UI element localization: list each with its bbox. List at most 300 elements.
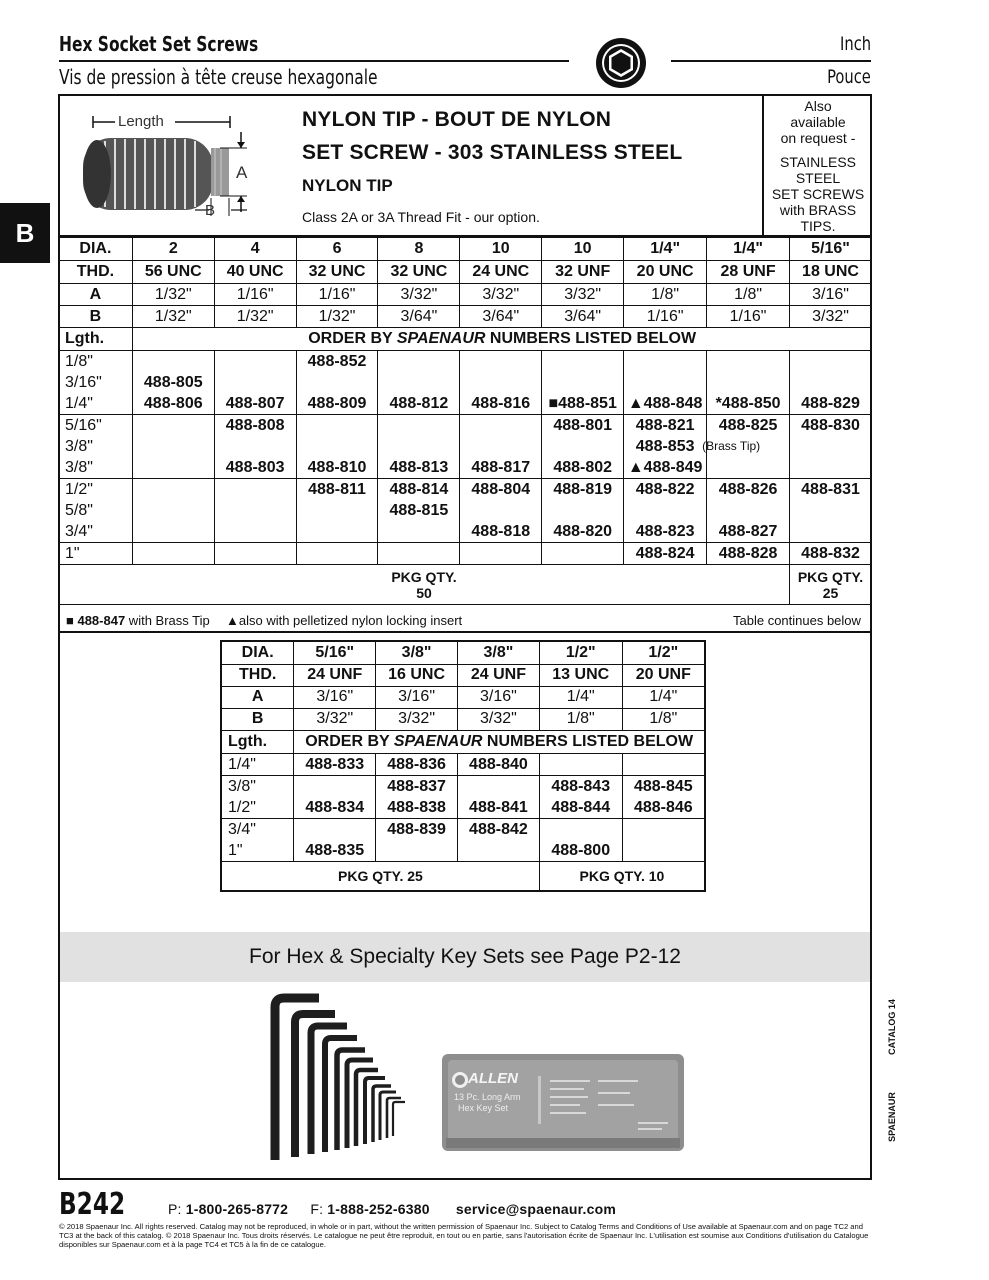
part-number-cell	[214, 415, 296, 479]
legal-notice: © 2018 Spaenaur Inc. All rights reserved. Catalog may not be reproduced, in whole or in part, without the written permission of Spaenaur Inc. Subject to Catalog Terms and Conditions of Use available at Spaenaur.com and on page TC2 and TC3 at the back of this catalog. © 2018 Spaenaur Inc. Tous droits réservés. Le catalogue ne peut être reproduit, en tout ou en partie, sans l'autorisation écrite de Spaenaur Inc. L'utilisation est soumise aux Conditions d'utilisation du Catalogue disponibles sur Spaenaur.com et à la page TC4 et TC5 à la fin de ce catalogue.	[59, 1222, 869, 1249]
length-cell	[59, 479, 133, 543]
part-number	[625, 819, 702, 840]
dim-a-cell: 3/16"	[294, 686, 376, 708]
part-number-cell	[296, 351, 378, 415]
dim-a-cell: 3/16"	[458, 686, 540, 708]
thread-cell: 20 UNC	[624, 261, 707, 284]
side-brand-label: SPAENAUR	[887, 1092, 897, 1142]
footnote-pelletized: ▲also with pelletized nylon locking insert	[226, 613, 463, 628]
hex-socket-icon	[592, 36, 650, 90]
part-number[interactable]: ▲488-849	[627, 459, 703, 476]
part-number	[299, 372, 376, 393]
part-number-cell	[378, 351, 460, 415]
part-number	[217, 351, 294, 372]
also-available-line: TIPS.	[800, 218, 836, 234]
part-number-cell	[458, 775, 540, 818]
part-number	[460, 840, 537, 861]
part-number[interactable]: 488-836	[387, 755, 446, 773]
fax-number: 1-888-252-6380	[327, 1201, 430, 1217]
phone-number[interactable]: 1-800-265-8772	[185, 1201, 289, 1217]
part-number	[299, 500, 376, 521]
length-value: 5/8"	[65, 502, 93, 519]
part-number[interactable]: 488-823	[635, 523, 695, 540]
dim-b-label: B	[59, 306, 133, 328]
part-number	[542, 754, 620, 775]
part-number	[296, 776, 373, 797]
part-number[interactable]: 488-833	[305, 755, 365, 773]
length-group-row	[221, 775, 705, 818]
part-number-cell	[460, 351, 542, 415]
hex-keys-illustration	[255, 992, 410, 1170]
case-label-line1: 13 Pc. Long Arm	[454, 1092, 521, 1102]
part-number-cell	[376, 775, 458, 818]
part-number	[299, 543, 376, 564]
part-number[interactable]: 488-852	[307, 353, 367, 370]
thread-cell: 32 UNF	[542, 261, 624, 284]
part-number-cell	[458, 818, 540, 861]
part-number-cell	[378, 543, 460, 565]
part-number-cell	[214, 543, 296, 565]
part-number-cell	[624, 479, 707, 543]
part-number[interactable]: 488-800	[551, 841, 611, 859]
part-number[interactable]: 488-816	[471, 395, 531, 412]
part-number[interactable]: 488-829	[801, 395, 860, 412]
part-number[interactable]: 488-830	[801, 417, 860, 434]
length-value: 1/2"	[65, 481, 93, 498]
page-subtitle: Vis de pression à tête creuse hexagonale	[59, 65, 378, 89]
part-number	[792, 457, 869, 478]
part-number[interactable]: 488-821	[635, 417, 695, 434]
part-number-cell	[378, 415, 460, 479]
part-number-cell	[214, 351, 296, 415]
also-available-line	[764, 146, 872, 154]
side-catalog-label: CATALOG 14	[887, 999, 897, 1055]
length-value: 1"	[228, 841, 243, 859]
length-value: 3/4"	[228, 820, 256, 838]
page-number: B242	[59, 1187, 126, 1222]
dim-b-cell: 3/64"	[460, 306, 542, 328]
order-header-row	[59, 328, 872, 351]
order-by-post: NUMBERS LISTED BELOW	[485, 330, 697, 347]
pkg-qty-row	[59, 565, 872, 605]
dia-cell: 5/16"	[790, 238, 872, 261]
part-number-cell	[790, 543, 872, 565]
part-number[interactable]: ■488-851	[548, 395, 617, 412]
part-number[interactable]: 488-808	[225, 417, 285, 434]
length-group-row	[59, 351, 872, 415]
part-number-cell	[294, 818, 376, 861]
part-number[interactable]: 488-834	[305, 798, 365, 816]
part-number[interactable]: 488-803	[225, 459, 285, 476]
part-number	[217, 479, 294, 500]
part-number[interactable]: 488-842	[469, 820, 528, 838]
part-number[interactable]: 488-818	[471, 523, 531, 540]
length-value: 3/16"	[65, 374, 102, 391]
part-number	[792, 436, 869, 457]
dia-cell: 1/4"	[707, 238, 790, 261]
part-number-cell	[622, 818, 705, 861]
part-number	[625, 840, 702, 861]
dia-label: DIA.	[221, 641, 294, 664]
part-number[interactable]: 488-832	[801, 545, 860, 562]
part-number[interactable]: 488-822	[635, 481, 695, 498]
hex-key-shape	[311, 1026, 347, 1154]
dim-b-cell: 3/64"	[378, 306, 460, 328]
part-number[interactable]: 488-820	[553, 523, 613, 540]
pkg-qty-right-value: 25	[822, 584, 839, 601]
part-number[interactable]: ▲488-848	[627, 395, 703, 412]
part-number-cell	[622, 753, 705, 775]
part-number	[792, 500, 869, 521]
dim-b-cell: 1/32"	[296, 306, 378, 328]
part-number-cell	[707, 351, 790, 415]
dim-a-cell: 1/16"	[296, 284, 378, 306]
dim-b-cell: 3/32"	[294, 708, 376, 730]
dim-b-cell: 3/32"	[376, 708, 458, 730]
part-number-cell	[296, 479, 378, 543]
dia-label: DIA.	[59, 238, 133, 261]
part-number	[380, 415, 457, 436]
unit-label-fr: Pouce	[827, 66, 871, 88]
part-number	[135, 436, 212, 457]
length-header: Lgth.	[221, 730, 294, 753]
part-number-cell	[460, 543, 542, 565]
thread-cell: 18 UNC	[790, 261, 872, 284]
part-number[interactable]: 488-801	[553, 417, 613, 434]
part-number-cell	[542, 543, 624, 565]
dim-a-cell: 3/16"	[376, 686, 458, 708]
part-number	[709, 457, 787, 478]
part-number[interactable]: 488-819	[553, 481, 613, 498]
part-number	[792, 372, 869, 393]
part-number[interactable]: 488-838	[387, 798, 446, 816]
dia-row	[59, 238, 872, 261]
part-number	[380, 521, 457, 542]
part-number	[135, 457, 212, 478]
dim-b-label: B	[221, 708, 294, 730]
part-number-cell	[542, 415, 624, 479]
part-number	[380, 351, 457, 372]
part-number	[462, 543, 539, 564]
dim-a-cell: 3/16"	[790, 284, 872, 306]
part-number[interactable]: 488-811	[308, 481, 366, 498]
part-number	[709, 500, 787, 521]
dia-cell: 8	[378, 238, 460, 261]
dim-b-cell: 3/32"	[458, 708, 540, 730]
part-number-cell	[132, 543, 214, 565]
pkg-qty-left-value: 50	[416, 584, 432, 601]
dia-cell: 2	[132, 238, 214, 261]
dim-b-cell: 3/32"	[790, 306, 872, 328]
part-number	[299, 415, 376, 436]
part-number	[462, 500, 539, 521]
length-group-row	[221, 753, 705, 775]
part-number	[792, 351, 869, 372]
part-number	[296, 819, 373, 840]
part-number[interactable]: 488-812	[389, 395, 449, 412]
part-number-cell	[132, 415, 214, 479]
part-number[interactable]: 488-844	[551, 798, 611, 816]
part-number[interactable]: 488-837	[387, 777, 446, 795]
length-value: 3/8"	[65, 438, 93, 455]
thread-cell: 13 UNC	[539, 664, 622, 686]
thread-cell: 24 UNC	[460, 261, 542, 284]
part-number	[217, 372, 294, 393]
part-number-cell	[214, 479, 296, 543]
part-number[interactable]: 488-853	[635, 438, 695, 455]
dim-a-cell: 3/32"	[378, 284, 460, 306]
part-number	[217, 500, 294, 521]
pkg-qty-left-label: PKG QTY.	[391, 568, 457, 585]
part-number	[625, 754, 702, 775]
length-group-row	[59, 415, 872, 479]
part-number	[626, 351, 704, 372]
dim-a-cell: 3/32"	[542, 284, 624, 306]
part-number	[299, 436, 376, 457]
part-number[interactable]: 488-827	[718, 523, 778, 540]
also-available-line: with BRASS	[779, 202, 857, 218]
dim-b-cell: 1/16"	[707, 306, 790, 328]
order-by-pre: ORDER BY	[308, 330, 397, 347]
part-number-cell	[296, 543, 378, 565]
footnote-brass-code: ■ 488-847	[66, 613, 126, 628]
part-number	[542, 819, 620, 840]
order-by-pre: ORDER BY	[305, 732, 394, 750]
part-number[interactable]: 488-807	[225, 395, 285, 412]
part-number	[217, 543, 294, 564]
dia-cell: 1/2"	[622, 641, 705, 664]
part-number[interactable]: 488-845	[633, 777, 693, 795]
dim-a-row	[59, 284, 872, 306]
part-number-cell	[790, 479, 872, 543]
part-number-cell	[539, 775, 622, 818]
part-number	[135, 479, 212, 500]
part-number-cell	[542, 479, 624, 543]
case-label-line2: Hex Key Set	[458, 1103, 509, 1113]
part-number	[135, 500, 212, 521]
part-number	[299, 521, 376, 542]
part-number	[462, 372, 539, 393]
part-number	[544, 543, 621, 564]
part-number-cell	[460, 415, 542, 479]
thread-cell: 32 UNC	[296, 261, 378, 284]
length-value: 5/16"	[65, 417, 102, 434]
dia-cell: 3/8"	[458, 641, 540, 664]
part-number	[462, 415, 539, 436]
part-number	[462, 436, 539, 457]
thread-row	[221, 664, 705, 686]
dim-b-cell: 1/8"	[539, 708, 622, 730]
part-number[interactable]: 488-809	[307, 395, 367, 412]
part-number	[709, 372, 787, 393]
part-number[interactable]: 488-815	[389, 502, 449, 519]
part-number[interactable]: 488-828	[718, 545, 778, 562]
order-by-label	[294, 730, 705, 753]
part-number	[460, 776, 537, 797]
part-number[interactable]: 488-814	[389, 481, 449, 498]
part-number[interactable]: 488-843	[551, 777, 611, 795]
dia-cell: 6	[296, 238, 378, 261]
section-tab: B	[0, 203, 50, 263]
part-number-cell	[376, 818, 458, 861]
also-available-line: STAINLESS	[780, 154, 856, 170]
part-number	[380, 543, 457, 564]
header-rule-left	[59, 60, 569, 62]
hex-key-shape	[393, 1102, 405, 1136]
part-number[interactable]: 488-840	[469, 755, 528, 773]
dim-a-cell: 1/4"	[622, 686, 705, 708]
part-number-cell	[790, 351, 872, 415]
order-by-post: NUMBERS LISTED BELOW	[482, 732, 694, 750]
part-number-cell	[624, 351, 707, 415]
length-value: 1/8"	[65, 353, 93, 370]
order-by-brand: SPAENAUR	[396, 330, 486, 347]
length-value: 3/8"	[65, 459, 93, 476]
part-number	[135, 351, 212, 372]
thread-row	[59, 261, 872, 284]
part-number[interactable]: 488-805	[143, 374, 203, 391]
footnote-brass-tip	[66, 613, 210, 628]
dim-a-label: A	[59, 284, 133, 306]
length-group-row	[59, 479, 872, 543]
part-number-cell	[624, 543, 707, 565]
also-available-line: Also	[804, 98, 832, 114]
product-title-line2: SET SCREW - 303 STAINLESS STEEL	[302, 141, 683, 164]
part-number[interactable]: 488-804	[471, 481, 531, 498]
dim-a-cell: 1/4"	[539, 686, 622, 708]
key-sets-banner: For Hex & Specialty Key Sets see Page P2-12	[60, 932, 870, 982]
part-number[interactable]: 488-824	[635, 545, 695, 562]
part-number[interactable]: 488-841	[469, 798, 528, 816]
length-cell	[59, 543, 133, 565]
dim-b-row	[59, 306, 872, 328]
part-number	[135, 543, 212, 564]
dim-b-cell: 1/32"	[214, 306, 296, 328]
set-screw-table-1	[58, 237, 872, 605]
phone-label: P:	[168, 1201, 186, 1217]
thread-cell: 24 UNF	[294, 664, 376, 686]
part-number	[544, 372, 621, 393]
pkg-qty-left: PKG QTY. 25	[221, 861, 539, 891]
also-available-line: available	[790, 114, 846, 130]
part-number	[626, 372, 704, 393]
footnote-brass-text: with Brass Tip	[125, 613, 210, 628]
part-number	[135, 521, 212, 542]
dim-a-cell: 1/32"	[132, 284, 214, 306]
part-number	[792, 521, 869, 542]
diagram-b-label: B	[205, 202, 216, 219]
part-number	[380, 372, 457, 393]
part-number[interactable]: *488-850	[715, 395, 781, 412]
thread-cell: 32 UNC	[378, 261, 460, 284]
part-number	[380, 436, 457, 457]
part-number[interactable]: 488-817	[471, 459, 531, 476]
length-value: 3/8"	[228, 777, 256, 795]
part-number[interactable]: 488-810	[307, 459, 367, 476]
part-number	[217, 436, 294, 457]
length-cell	[221, 775, 294, 818]
dim-a-cell: 3/32"	[460, 284, 542, 306]
hex-key-shape	[337, 1050, 365, 1150]
pkg-qty-row	[221, 861, 705, 891]
email-link[interactable]: service@spaenaur.com	[455, 1201, 616, 1217]
part-number[interactable]: 488-846	[633, 798, 693, 816]
contact-line	[168, 1201, 616, 1217]
footnote-continues: Table continues below	[733, 613, 861, 628]
dia-row	[221, 641, 705, 664]
part-number-cell	[539, 818, 622, 861]
table1-bottom-rule	[58, 631, 872, 633]
part-number-cell	[132, 479, 214, 543]
case-brand-label: ALLEN	[468, 1070, 518, 1087]
part-number	[626, 500, 704, 521]
also-available-line: on request -	[780, 130, 856, 146]
part-number-cell	[458, 753, 540, 775]
part-number-cell	[790, 415, 872, 479]
dia-cell: 1/2"	[539, 641, 622, 664]
part-number[interactable]: 488-813	[389, 459, 449, 476]
dim-a-cell: 1/16"	[214, 284, 296, 306]
part-number[interactable]: 488-806	[143, 395, 203, 412]
part-number[interactable]: 488-825	[718, 417, 778, 434]
part-number[interactable]: 488-826	[718, 481, 778, 498]
part-number[interactable]: 488-839	[387, 820, 446, 838]
length-group-row	[221, 818, 705, 861]
header-rule-right	[671, 60, 871, 62]
part-number	[378, 840, 455, 861]
thread-cell: 40 UNC	[214, 261, 296, 284]
fax-label: F:	[310, 1201, 328, 1217]
part-number-cell	[294, 753, 376, 775]
length-value: 3/4"	[65, 523, 93, 540]
dia-cell: 4	[214, 238, 296, 261]
product-title-line3: NYLON TIP	[302, 176, 393, 195]
order-by-label	[132, 328, 871, 351]
part-number	[462, 351, 539, 372]
part-number	[709, 351, 787, 372]
set-screw-table-2	[220, 640, 706, 892]
part-number	[135, 415, 212, 436]
part-number[interactable]: 488-802	[553, 459, 613, 476]
part-number[interactable]: 488-831	[801, 481, 860, 498]
dim-b-cell: 3/64"	[542, 306, 624, 328]
part-number-cell	[378, 479, 460, 543]
dim-b-cell: 1/16"	[624, 306, 707, 328]
length-cell	[59, 351, 133, 415]
thread-cell: 24 UNF	[458, 664, 540, 686]
part-number	[217, 521, 294, 542]
dim-a-label: A	[221, 686, 294, 708]
dia-cell: 3/8"	[376, 641, 458, 664]
hex-key-shape	[347, 1060, 373, 1148]
diagram-length-label: Length	[118, 113, 164, 130]
length-value: 1/4"	[228, 755, 256, 773]
dia-cell: 10	[542, 238, 624, 261]
part-number	[544, 436, 621, 457]
dim-b-row	[221, 708, 705, 730]
dia-cell: 1/4"	[624, 238, 707, 261]
thread-fit-note: Class 2A or 3A Thread Fit - our option.	[302, 209, 540, 225]
part-number-cell	[132, 351, 214, 415]
part-number-cell	[539, 753, 622, 775]
part-number	[544, 351, 621, 372]
part-number-cell	[707, 479, 790, 543]
order-by-brand: SPAENAUR	[393, 732, 483, 750]
hex-key-shape	[325, 1038, 357, 1152]
part-number-cell	[294, 775, 376, 818]
part-number[interactable]: 488-835	[305, 841, 365, 859]
part-number-cell	[622, 775, 705, 818]
